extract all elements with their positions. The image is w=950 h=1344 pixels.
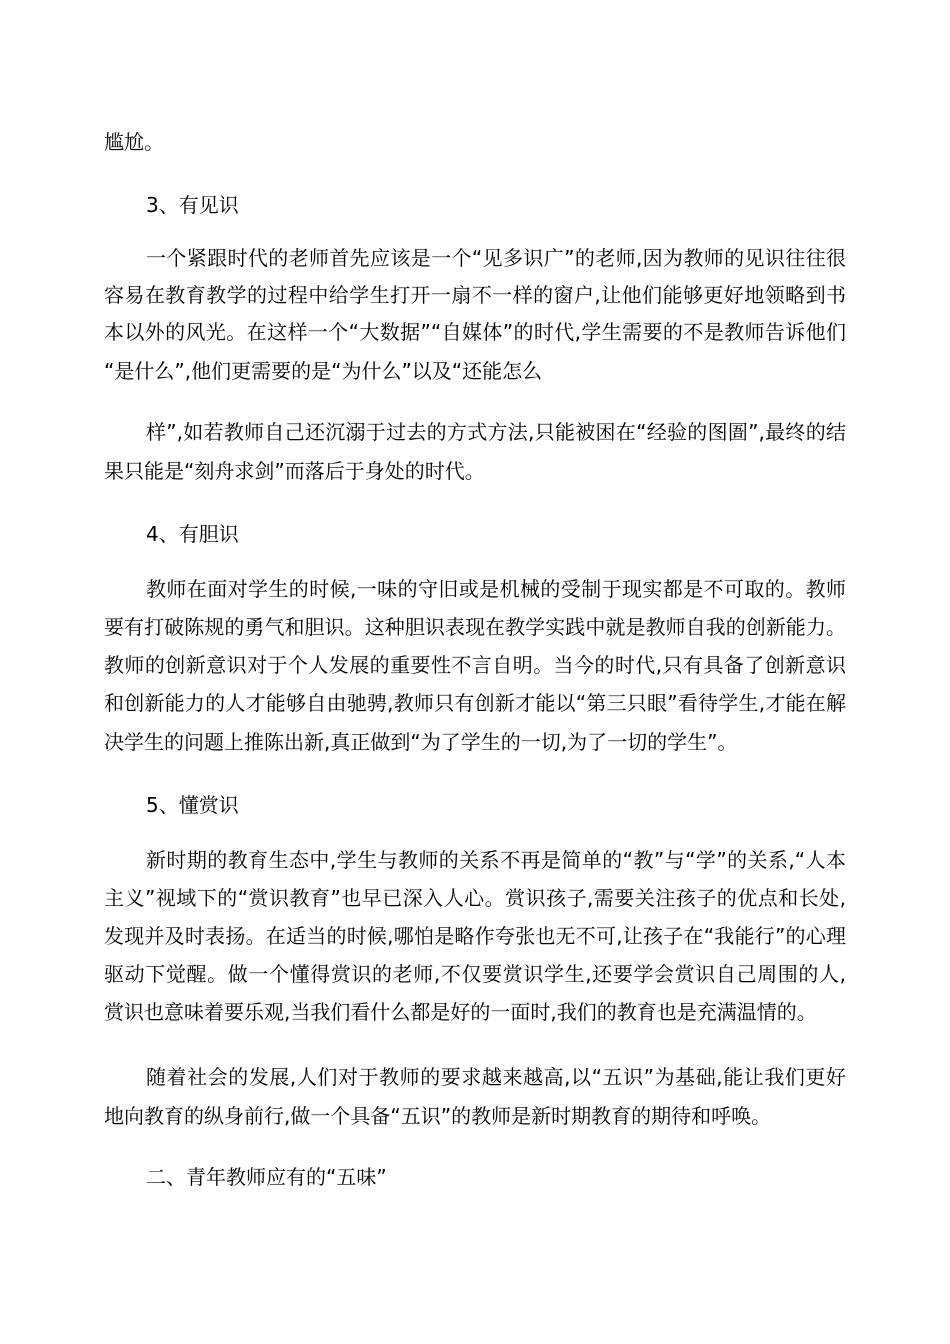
paragraph-line: 地向教育的纵身前行,做一个具备“五识”的教师是新时期教育的期待和呼唤。	[104, 1104, 772, 1128]
paragraph-line: 教师的创新意识对于个人发展的重要性不言自明。当今的时代,只有具备了创新意识	[104, 653, 846, 677]
paragraph-line: 驱动下觉醒。做一个懂得赏识的老师,不仅要赏识学生,还要学会赏识自己周围的人,	[104, 962, 846, 986]
paragraph-line: 赏识也意味着要乐观,当我们看什么都是好的一面时,我们的教育也是充满温情的。	[104, 1000, 817, 1024]
paragraph-line: 决学生的问题上推陈出新,真正做到“为了学生的一切,为了一切的学生”。	[104, 730, 738, 754]
paragraph-line: 发现并及时表扬。在适当的时候,哪怕是略作夸张也无不可,让孩子在“我能行”的心理	[104, 924, 846, 948]
section-heading: 3、有见识	[146, 193, 239, 217]
paragraph-line: 新时期的教育生态中,学生与教师的关系不再是简单的“教”与“学”的关系,“人本	[146, 848, 846, 872]
paragraph-line: 一个紧跟时代的老师首先应该是一个“见多识广”的老师,因为教师的见识往往很	[146, 246, 846, 270]
paragraph-line: 样”,如若教师自己还沉溺于过去的方式方法,只能被困在“经验的图圄”,最终的结	[146, 420, 846, 444]
paragraph-line: 和创新能力的人才能够自由驰骋,教师只有创新才能以“第三只眼”看待学生,才能在解	[104, 691, 846, 715]
paragraph-line: 尴尬。	[104, 130, 164, 154]
paragraph-line: 教师在面对学生的时候,一味的守旧或是机械的受制于现实都是不可取的。教师	[146, 577, 846, 601]
paragraph-line: 容易在教育教学的过程中给学生打开一扇不一样的窗户,让他们能够更好地领略到书	[104, 283, 846, 307]
section-heading: 4、有胆识	[146, 522, 239, 546]
paragraph-line: “是什么”,他们更需要的是“为什么”以及“还能怎么	[104, 359, 543, 383]
paragraph-line: 本以外的风光。在这样一个“大数据”“自媒体”的时代,学生需要的不是教师告诉他们	[104, 320, 846, 344]
paragraph-line: 果只能是“刻舟求剑”而落后于身处的时代。	[104, 459, 485, 483]
section-heading: 5、懂赏识	[146, 793, 239, 817]
section-heading: 二、青年教师应有的“五味”	[146, 1165, 387, 1189]
paragraph-line: 要有打破陈规的勇气和胆识。这种胆识表现在教学实践中就是教师自我的创新能力。	[104, 615, 846, 639]
paragraph-line: 主义”视域下的“赏识教育”也早已深入人心。赏识孩子,需要关注孩子的优点和长处,	[104, 886, 846, 910]
paragraph-line: 随着社会的发展,人们对于教师的要求越来越高,以“五识”为基础,能让我们更好	[146, 1065, 846, 1089]
